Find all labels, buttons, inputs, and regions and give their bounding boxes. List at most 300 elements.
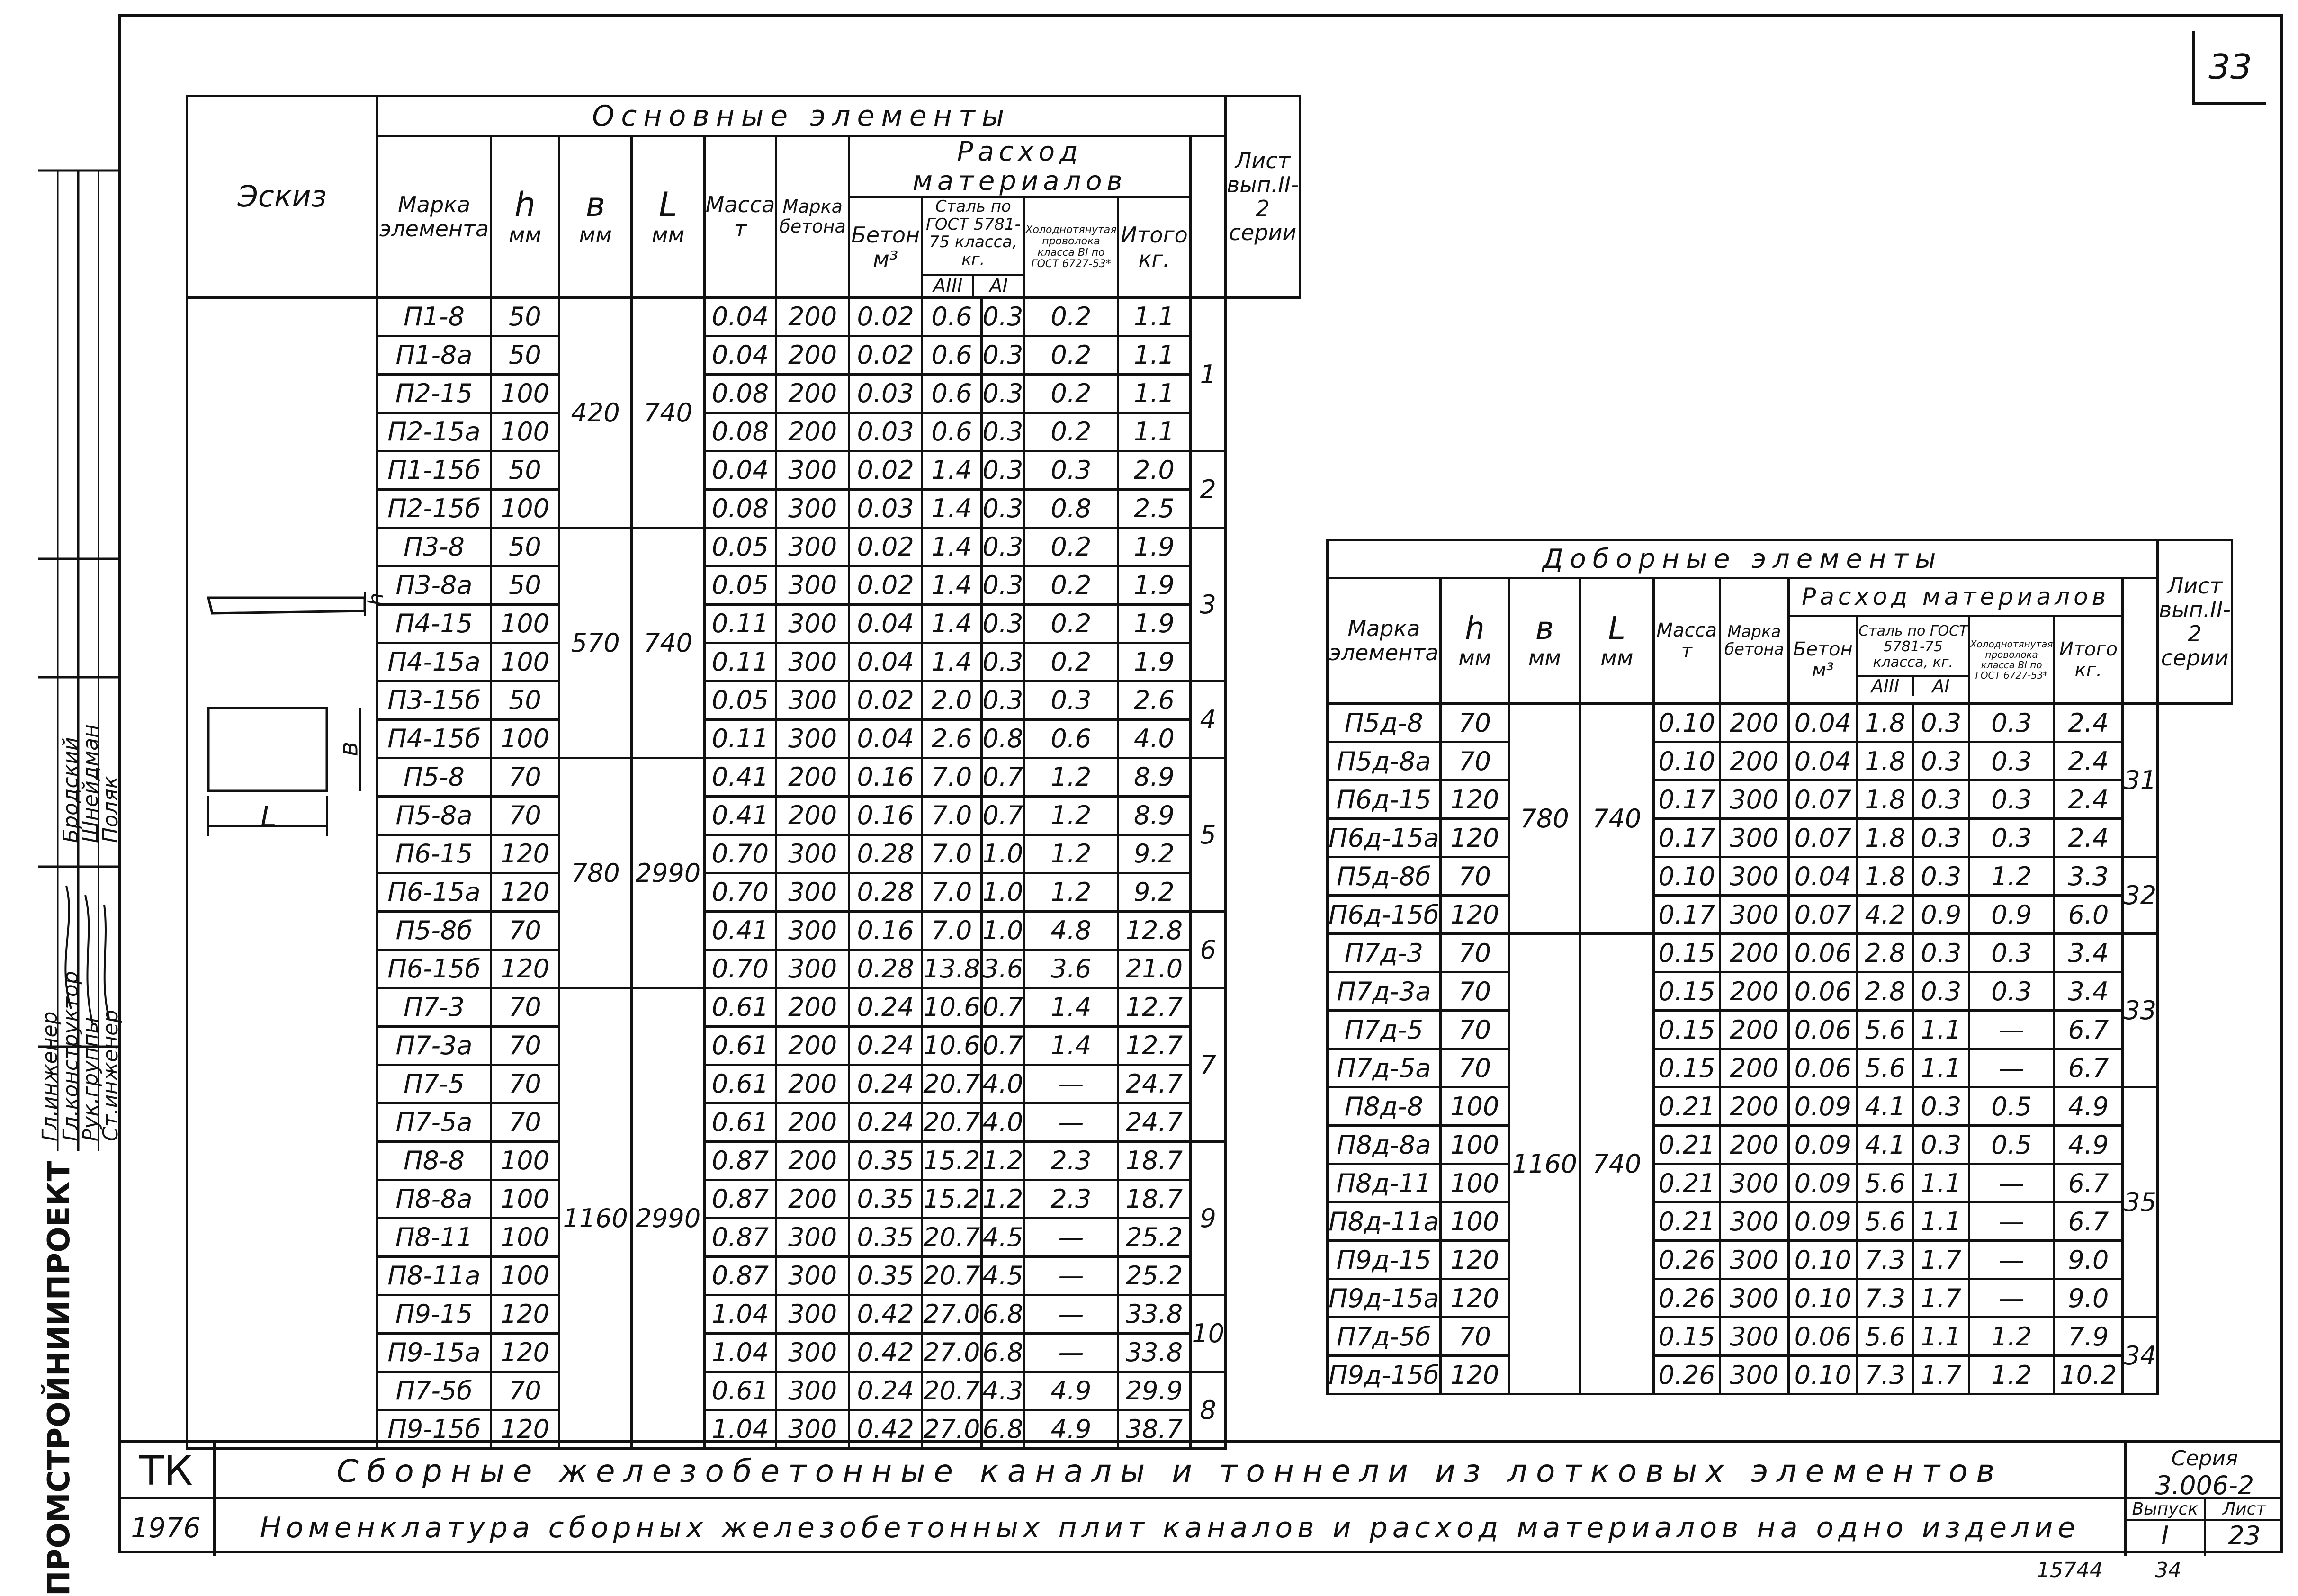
issue-cell (2127, 1499, 2206, 1556)
main-h: 120 (491, 1295, 559, 1333)
main-grade: 300 (776, 834, 849, 873)
add-mass: 0.21 (1653, 1126, 1720, 1164)
main-aI: 0.3 (981, 336, 1024, 374)
main-wire: 0.3 (1024, 451, 1118, 489)
main-total: 1.9 (1118, 528, 1191, 566)
main-sheet-ref: 10 (1191, 1295, 1226, 1372)
main-grade: 300 (776, 489, 849, 528)
main-grade: 300 (776, 681, 849, 719)
main-sheet-ref: 7 (1191, 988, 1226, 1141)
add-concrete: 0.10 (1788, 1241, 1857, 1279)
main-sheet-ref: 9 (1191, 1141, 1226, 1295)
main-aI: 3.6 (981, 950, 1024, 988)
add-grade: 200 (1720, 1087, 1788, 1126)
stamp-role-2: Гл.конструктор (59, 971, 83, 1141)
main-concrete: 0.24 (849, 1103, 922, 1141)
main-aI: 4.0 (981, 1103, 1024, 1141)
main-concrete: 0.42 (849, 1333, 922, 1372)
main-aIII: 2.0 (922, 681, 981, 719)
main-concrete: 0.28 (849, 950, 922, 988)
main-h: 70 (491, 1026, 559, 1065)
main-grade: 300 (776, 1333, 849, 1372)
add-aIII: 7.3 (1857, 1241, 1913, 1279)
main-aIII: 20.7 (922, 1372, 981, 1410)
add-aI: 0.3 (1913, 704, 1969, 742)
main-total: 1.1 (1118, 374, 1191, 412)
add-mark: П5д-8 (1328, 704, 1441, 742)
add-row (1328, 1202, 2232, 1241)
main-aI: 1.0 (981, 911, 1024, 950)
add-total: 9.0 (2054, 1279, 2123, 1318)
main-aI: 0.3 (981, 451, 1024, 489)
main-wire: — (1024, 1218, 1118, 1256)
add-mark: П8д-8 (1328, 1087, 1441, 1126)
stamp-name-3: Поляк (99, 776, 123, 843)
main-concrete: 0.35 (849, 1256, 922, 1295)
add-grade: 300 (1720, 1318, 1788, 1356)
add-row (1328, 1087, 2232, 1126)
add-row (1328, 742, 2232, 780)
main-aIII: 2.6 (922, 719, 981, 758)
main-mass: 0.61 (704, 1372, 776, 1410)
main-total: 2.5 (1118, 489, 1191, 528)
add-aIII: 2.8 (1857, 934, 1913, 972)
add-total: 6.0 (2054, 896, 2123, 934)
main-wire: 0.6 (1024, 719, 1118, 758)
add-mass: 0.21 (1653, 1087, 1720, 1126)
main-concrete: 0.04 (849, 604, 922, 643)
add-col-h: h мм (1440, 578, 1509, 704)
main-aIII: 20.7 (922, 1256, 981, 1295)
main-h: 120 (491, 950, 559, 988)
main-elements-table (186, 95, 1301, 1450)
add-aIII: 4.1 (1857, 1087, 1913, 1126)
main-mass: 0.11 (704, 604, 776, 643)
main-aI: 0.3 (981, 489, 1024, 528)
add-steel-label: Сталь по ГОСТ 5781-75 класса, кг. (1858, 622, 1968, 671)
add-wire: 1.2 (1969, 857, 2054, 896)
add-mark: П7д-5 (1328, 1011, 1441, 1049)
add-concrete: 0.10 (1788, 1279, 1857, 1318)
main-mass: 0.05 (704, 566, 776, 604)
main-h: 70 (491, 1103, 559, 1141)
add-sheet-ref: 32 (2123, 857, 2158, 934)
main-mark: П6-15б (377, 950, 491, 988)
main-total: 12.8 (1118, 911, 1191, 950)
main-aI: 0.8 (981, 719, 1024, 758)
add-col-mark: Марка элемента (1328, 578, 1441, 704)
main-aIII: 20.7 (922, 1218, 981, 1256)
add-mass: 0.21 (1653, 1164, 1720, 1202)
main-mass: 0.08 (704, 412, 776, 451)
main-row (187, 297, 1300, 336)
add-total: 3.4 (2054, 972, 2123, 1011)
main-mass: 0.70 (704, 950, 776, 988)
add-row (1328, 819, 2232, 857)
main-aIII: 15.2 (922, 1141, 981, 1180)
add-concrete: 0.09 (1788, 1164, 1857, 1202)
add-concrete: 0.06 (1788, 1049, 1857, 1087)
add-wire: 0.3 (1969, 742, 2054, 780)
main-total: 9.2 (1118, 873, 1191, 911)
add-row (1328, 857, 2232, 896)
add-aI: 0.3 (1913, 934, 1969, 972)
main-aI: 0.3 (981, 297, 1024, 336)
main-total: 33.8 (1118, 1295, 1191, 1333)
add-mark: П9д-15б (1328, 1356, 1441, 1394)
main-total: 2.6 (1118, 681, 1191, 719)
main-aI: 6.8 (981, 1410, 1024, 1448)
add-h: 120 (1440, 896, 1509, 934)
main-h: 100 (491, 1256, 559, 1295)
main-aI: 1.0 (981, 873, 1024, 911)
add-col-mass: Масса т (1653, 578, 1720, 704)
add-concrete: 0.07 (1788, 896, 1857, 934)
main-L: 2990 (632, 758, 704, 988)
main-mass: 0.70 (704, 834, 776, 873)
main-mark: П4-15 (377, 604, 491, 643)
main-mark: П3-8 (377, 528, 491, 566)
add-total: 6.7 (2054, 1202, 2123, 1241)
stamp-role-1: Гл.инженер (38, 1011, 62, 1141)
main-wire: 4.9 (1024, 1410, 1118, 1448)
main-concrete: 0.02 (849, 336, 922, 374)
main-concrete: 0.28 (849, 834, 922, 873)
main-h: 100 (491, 489, 559, 528)
add-concrete: 0.10 (1788, 1356, 1857, 1394)
add-aIII: 5.6 (1857, 1164, 1913, 1202)
stamp-name-2: Шнейдман (79, 724, 103, 843)
add-grade: 300 (1720, 1356, 1788, 1394)
add-grade: 300 (1720, 1164, 1788, 1202)
add-mass: 0.17 (1653, 780, 1720, 819)
main-mass: 0.87 (704, 1218, 776, 1256)
main-h: 100 (491, 374, 559, 412)
add-h: 100 (1440, 1087, 1509, 1126)
add-aI: 1.1 (1913, 1011, 1969, 1049)
add-col-L: L мм (1580, 578, 1653, 704)
add-grade: 300 (1720, 1202, 1788, 1241)
main-sheet-ref: 2 (1191, 451, 1226, 528)
title-block (118, 1440, 2283, 1553)
add-mass: 0.15 (1653, 1318, 1720, 1356)
main-grade: 300 (776, 911, 849, 950)
add-aI: 0.3 (1913, 742, 1969, 780)
main-table-body (187, 297, 1300, 1448)
main-mark: П3-8а (377, 566, 491, 604)
main-concrete: 0.42 (849, 1410, 922, 1448)
main-wire: 0.8 (1024, 489, 1118, 528)
add-h: 120 (1440, 780, 1509, 819)
main-aIII: 7.0 (922, 834, 981, 873)
title-row-2 (118, 1497, 2283, 1556)
main-grade: 200 (776, 988, 849, 1026)
main-total: 1.9 (1118, 604, 1191, 643)
main-mark: П8-11 (377, 1218, 491, 1256)
add-wire: 0.3 (1969, 780, 2054, 819)
sketch-label-h: h (364, 592, 388, 606)
col-b: в мм (559, 136, 632, 298)
main-wire: 1.2 (1024, 758, 1118, 796)
main-h: 50 (491, 681, 559, 719)
main-total: 21.0 (1118, 950, 1191, 988)
main-aIII: 27.0 (922, 1333, 981, 1372)
main-aI: 0.3 (981, 566, 1024, 604)
add-aI: 1.1 (1913, 1164, 1969, 1202)
main-aI: 0.3 (981, 604, 1024, 643)
main-L: 740 (632, 528, 704, 758)
add-concrete: 0.04 (1788, 742, 1857, 780)
add-col-aI: АI (1932, 675, 1950, 697)
add-wire: — (1969, 1164, 2054, 1202)
main-mark: П2-15 (377, 374, 491, 412)
main-aI: 1.0 (981, 834, 1024, 873)
add-total: 7.9 (2054, 1318, 2123, 1356)
main-mass: 0.08 (704, 374, 776, 412)
steel-label: Сталь по ГОСТ 5781-75 класса, кг. (925, 197, 1021, 269)
sheet-title: Номенклатура сборных железобетонных плит каналов и расход материалов на одно изделие (260, 1511, 2080, 1544)
add-concrete: 0.07 (1788, 819, 1857, 857)
main-mass: 0.04 (704, 451, 776, 489)
main-mass: 0.61 (704, 1065, 776, 1103)
main-mark: П8-11а (377, 1256, 491, 1295)
add-aIII: 7.3 (1857, 1279, 1913, 1318)
add-h: 70 (1440, 1049, 1509, 1087)
main-mass: 0.05 (704, 681, 776, 719)
main-aIII: 27.0 (922, 1410, 981, 1448)
title-row-1 (118, 1440, 2283, 1499)
main-aI: 4.3 (981, 1372, 1024, 1410)
add-table-body (1328, 704, 2232, 1394)
main-total: 8.9 (1118, 796, 1191, 834)
add-total: 3.4 (2054, 934, 2123, 972)
main-h: 70 (491, 1065, 559, 1103)
add-h: 120 (1440, 1356, 1509, 1394)
main-concrete: 0.02 (849, 566, 922, 604)
main-aIII: 7.0 (922, 911, 981, 950)
main-grade: 300 (776, 528, 849, 566)
col-mark: Марка элемента (377, 136, 491, 298)
add-aIII: 5.6 (1857, 1011, 1913, 1049)
add-wire: — (1969, 1241, 2054, 1279)
issue-label: Выпуск (2127, 1499, 2204, 1521)
add-wire: 0.5 (1969, 1087, 2054, 1126)
add-h: 100 (1440, 1202, 1509, 1241)
main-mark: П7-5б (377, 1372, 491, 1410)
main-h: 100 (491, 1141, 559, 1180)
add-table-title: Доборные элементы (1328, 540, 2158, 578)
add-mark: П6д-15б (1328, 896, 1441, 934)
main-mark: П3-15б (377, 681, 491, 719)
add-mass: 0.15 (1653, 1011, 1720, 1049)
main-total: 1.9 (1118, 643, 1191, 681)
add-aI: 1.7 (1913, 1356, 1969, 1394)
main-wire: — (1024, 1256, 1118, 1295)
main-h: 70 (491, 758, 559, 796)
add-grade: 300 (1720, 819, 1788, 857)
add-mark: П5д-8а (1328, 742, 1441, 780)
main-aIII: 10.6 (922, 988, 981, 1026)
main-mark: П9-15а (377, 1333, 491, 1372)
add-total: 6.7 (2054, 1164, 2123, 1202)
album-title: Сборные железобетонные каналы и тоннели из лотковых элементов (336, 1453, 2003, 1489)
inventory-number: 15744 (2037, 1558, 2103, 1582)
add-col-steel (1857, 616, 1969, 704)
main-b: 420 (559, 297, 632, 528)
main-total: 9.2 (1118, 834, 1191, 873)
main-mass: 0.04 (704, 297, 776, 336)
add-mass: 0.21 (1653, 1202, 1720, 1241)
main-total: 18.7 (1118, 1180, 1191, 1218)
main-concrete: 0.16 (849, 758, 922, 796)
main-aI: 0.7 (981, 796, 1024, 834)
add-sheet-ref: 34 (2123, 1318, 2158, 1394)
main-concrete: 0.02 (849, 681, 922, 719)
main-h: 100 (491, 412, 559, 451)
add-wire: — (1969, 1202, 2054, 1241)
main-mark: П9-15 (377, 1295, 491, 1333)
main-mark: П4-15б (377, 719, 491, 758)
main-wire: 0.2 (1024, 566, 1118, 604)
add-concrete: 0.06 (1788, 972, 1857, 1011)
main-L: 2990 (632, 988, 704, 1448)
add-h: 70 (1440, 742, 1509, 780)
main-aI: 6.8 (981, 1295, 1024, 1333)
add-row (1328, 1011, 2232, 1049)
main-h: 100 (491, 604, 559, 643)
series-label: Серия (2171, 1446, 2238, 1470)
main-sheet-ref: 4 (1191, 681, 1226, 758)
add-wire: 1.2 (1969, 1356, 2054, 1394)
main-aI: 0.7 (981, 1026, 1024, 1065)
main-wire: 0.2 (1024, 604, 1118, 643)
main-mass: 0.87 (704, 1180, 776, 1218)
main-mass: 0.87 (704, 1256, 776, 1295)
add-aIII: 4.2 (1857, 896, 1913, 934)
main-wire: 0.2 (1024, 297, 1118, 336)
main-grade: 200 (776, 374, 849, 412)
main-mass: 0.04 (704, 336, 776, 374)
main-concrete: 0.16 (849, 911, 922, 950)
add-grade: 300 (1720, 896, 1788, 934)
main-aI: 0.3 (981, 643, 1024, 681)
add-aI: 0.3 (1913, 1087, 1969, 1126)
main-mark: П8-8а (377, 1180, 491, 1218)
add-row (1328, 1164, 2232, 1202)
main-mark: П1-8а (377, 336, 491, 374)
main-L: 740 (632, 297, 704, 528)
add-aI: 1.7 (1913, 1241, 1969, 1279)
main-h: 50 (491, 336, 559, 374)
add-aIII: 4.1 (1857, 1126, 1913, 1164)
add-aIII: 1.8 (1857, 704, 1913, 742)
main-total: 1.9 (1118, 566, 1191, 604)
add-total: 2.4 (2054, 742, 2123, 780)
main-total: 12.7 (1118, 988, 1191, 1026)
add-mass: 0.17 (1653, 819, 1720, 857)
add-mark: П6д-15 (1328, 780, 1441, 819)
main-mark: П6-15 (377, 834, 491, 873)
main-wire: 4.9 (1024, 1372, 1118, 1410)
main-grade: 200 (776, 796, 849, 834)
main-concrete: 0.35 (849, 1180, 922, 1218)
main-wire: 0.2 (1024, 374, 1118, 412)
add-aI: 0.3 (1913, 1126, 1969, 1164)
col-mass: Масса т (704, 136, 776, 298)
add-wire: — (1969, 1279, 2054, 1318)
main-concrete: 0.16 (849, 796, 922, 834)
main-aI: 6.8 (981, 1333, 1024, 1372)
col-L: L мм (632, 136, 704, 298)
add-grade: 200 (1720, 972, 1788, 1011)
main-grade: 300 (776, 1218, 849, 1256)
sheet-label: Лист (2206, 1499, 2283, 1521)
add-aIII: 1.8 (1857, 857, 1913, 896)
main-concrete: 0.28 (849, 873, 922, 911)
add-wire: 0.3 (1969, 934, 2054, 972)
stamp-role-4: Ст.инженер (99, 1009, 123, 1141)
main-aI: 1.2 (981, 1141, 1024, 1180)
add-grade: 300 (1720, 780, 1788, 819)
main-total: 12.7 (1118, 1026, 1191, 1065)
add-grade: 200 (1720, 1011, 1788, 1049)
main-mass: 0.08 (704, 489, 776, 528)
stamp-role-3: Рук.группы (79, 1017, 103, 1141)
main-concrete: 0.02 (849, 528, 922, 566)
main-h: 50 (491, 451, 559, 489)
sheet-value: 23 (2228, 1521, 2261, 1551)
add-concrete: 0.04 (1788, 704, 1857, 742)
main-aIII: 13.8 (922, 950, 981, 988)
main-wire: 4.8 (1024, 911, 1118, 950)
add-aI: 0.3 (1913, 857, 1969, 896)
add-concrete: 0.04 (1788, 857, 1857, 896)
main-concrete: 0.04 (849, 643, 922, 681)
main-mark: П4-15а (377, 643, 491, 681)
add-concrete: 0.07 (1788, 780, 1857, 819)
add-aI: 1.1 (1913, 1318, 1969, 1356)
add-sheet-ref: 33 (2123, 934, 2158, 1087)
sketch-cell (187, 297, 377, 1448)
add-total: 4.9 (2054, 1126, 2123, 1164)
main-wire: — (1024, 1065, 1118, 1103)
add-h: 70 (1440, 704, 1509, 742)
col-aIII: АIII (923, 276, 974, 296)
main-aIII: 7.0 (922, 758, 981, 796)
col-sheet: Лист вып.II-2 серии (1226, 96, 1300, 298)
add-row (1328, 780, 2232, 819)
main-aI: 0.7 (981, 758, 1024, 796)
main-wire: 1.2 (1024, 796, 1118, 834)
main-mass: 0.41 (704, 758, 776, 796)
main-mark: П2-15б (377, 489, 491, 528)
add-row (1328, 1049, 2232, 1087)
col-wire: Холоднотянутая проволока класса ВI по ГОСТ 6727-53* (1024, 197, 1118, 298)
col-h: h мм (491, 136, 559, 298)
main-concrete: 0.24 (849, 1026, 922, 1065)
main-wire: 1.2 (1024, 873, 1118, 911)
add-h: 120 (1440, 1241, 1509, 1279)
add-h: 100 (1440, 1164, 1509, 1202)
main-mass: 0.87 (704, 1141, 776, 1180)
add-mark: П7д-3 (1328, 934, 1441, 972)
main-concrete: 0.35 (849, 1141, 922, 1180)
sheet-number: 33 (2192, 31, 2266, 105)
add-mark: П8д-11а (1328, 1202, 1441, 1241)
add-aI: 0.3 (1913, 780, 1969, 819)
main-mass: 1.04 (704, 1333, 776, 1372)
add-grade: 200 (1720, 1049, 1788, 1087)
